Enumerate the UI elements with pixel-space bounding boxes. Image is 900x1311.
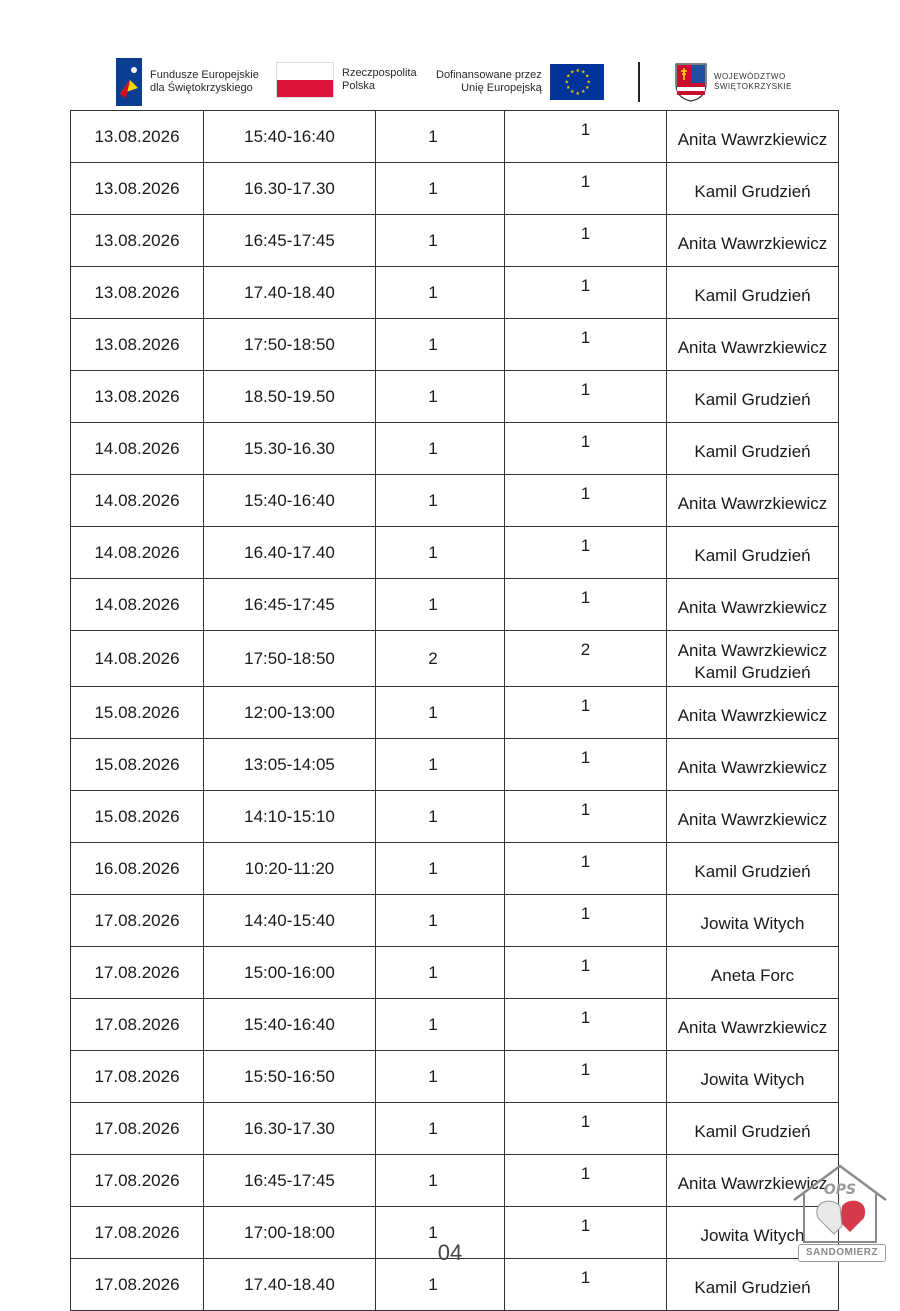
- count-a-cell: 1: [376, 791, 505, 843]
- count-b-cell: 1: [505, 111, 667, 163]
- date-cell: 14.08.2026: [71, 527, 204, 579]
- table-row: [71, 163, 839, 215]
- time-cell: 17:50-18:50: [204, 631, 376, 687]
- table-row: [71, 111, 839, 163]
- sw-line2: ŚWIĘTOKRZYSKIE: [714, 82, 792, 91]
- time-cell: 15:00-16:00: [204, 947, 376, 999]
- table-row: [71, 791, 839, 843]
- staff-cell: [667, 215, 839, 267]
- table-row: [71, 739, 839, 791]
- staff-name: Anita Wawrzkiewicz: [677, 640, 828, 660]
- count-b-cell: 1: [505, 1051, 667, 1103]
- fundusze-europejskie-logo: [116, 58, 259, 106]
- staff-cell: [667, 1259, 839, 1311]
- staff-cell: [667, 1051, 839, 1103]
- staff-cell: [667, 267, 839, 319]
- table-row: [71, 1259, 839, 1311]
- staff-name: Anita Wawrzkiewicz: [677, 809, 828, 829]
- count-a-cell: 1: [376, 947, 505, 999]
- staff-cell: [667, 371, 839, 423]
- eu-flag-icon: [550, 64, 604, 100]
- time-cell: 16.40-17.40: [204, 527, 376, 579]
- page-number: 04: [437, 1240, 463, 1265]
- time-cell: 17.40-18.40: [204, 1259, 376, 1311]
- date-cell: 13.08.2026: [71, 111, 204, 163]
- count-a-cell: 1: [376, 1155, 505, 1207]
- staff-name: Kamil Grudzień: [694, 545, 811, 565]
- time-cell: 16.30-17.30: [204, 1103, 376, 1155]
- staff-cell: [667, 687, 839, 739]
- staff-cell: [667, 423, 839, 475]
- count-a-cell: 1: [376, 895, 505, 947]
- schedule-table: [70, 110, 839, 1311]
- count-b-cell: 1: [505, 423, 667, 475]
- staff-cell: [667, 843, 839, 895]
- table-row: [71, 215, 839, 267]
- date-cell: 15.08.2026: [71, 739, 204, 791]
- count-b-cell: 1: [505, 1155, 667, 1207]
- time-cell: 16:45-17:45: [204, 1155, 376, 1207]
- staff-name: Anita Wawrzkiewicz: [677, 705, 828, 725]
- staff-name: Kamil Grudzień: [694, 181, 811, 201]
- staff-name: Aneta Forc: [710, 965, 795, 985]
- time-cell: 17.40-18.40: [204, 267, 376, 319]
- table-row: [71, 1155, 839, 1207]
- schedule-table-body: [71, 111, 839, 1311]
- table-row: [71, 423, 839, 475]
- count-b-cell: 1: [505, 739, 667, 791]
- count-b-cell: 1: [505, 163, 667, 215]
- table-row: [71, 687, 839, 739]
- count-a-cell: 1: [376, 111, 505, 163]
- date-cell: 17.08.2026: [71, 1259, 204, 1311]
- staff-name: Kamil Grudzień: [694, 662, 811, 682]
- count-a-cell: 1: [376, 267, 505, 319]
- date-cell: 15.08.2026: [71, 687, 204, 739]
- count-a-cell: 1: [376, 1103, 505, 1155]
- staff-cell: [667, 579, 839, 631]
- svg-text:★: ★: [565, 73, 571, 80]
- staff-cell: [667, 111, 839, 163]
- time-cell: 17:50-18:50: [204, 319, 376, 371]
- staff-cell: [667, 319, 839, 371]
- sw-line1: WOJEWÓDZTWO: [714, 72, 786, 81]
- time-cell: 16:45-17:45: [204, 215, 376, 267]
- count-b-cell: 1: [505, 475, 667, 527]
- staff-name: Kamil Grudzień: [694, 1121, 811, 1141]
- count-b-cell: 1: [505, 791, 667, 843]
- staff-name: Anita Wawrzkiewicz: [677, 129, 828, 149]
- time-cell: 10:20-11:20: [204, 843, 376, 895]
- svg-text:★: ★: [569, 89, 575, 95]
- staff-name: Anita Wawrzkiewicz: [677, 1017, 828, 1037]
- eu-line1: Dofinansowane przez: [436, 69, 542, 81]
- count-a-cell: 1: [376, 423, 505, 475]
- fe-emblem-icon: [116, 58, 142, 106]
- pl-line1: Rzeczpospolita: [342, 67, 417, 79]
- count-b-cell: 1: [505, 579, 667, 631]
- staff-name: Jowita Witych: [700, 913, 805, 933]
- table-row: [71, 267, 839, 319]
- svg-text:★: ★: [569, 69, 575, 76]
- time-cell: 15:40-16:40: [204, 999, 376, 1051]
- table-row: [71, 319, 839, 371]
- svg-text:★: ★: [580, 89, 586, 95]
- date-cell: 16.08.2026: [71, 843, 204, 895]
- table-row: [71, 371, 839, 423]
- count-b-cell: 1: [505, 1259, 667, 1311]
- date-cell: 17.08.2026: [71, 1155, 204, 1207]
- date-cell: 17.08.2026: [71, 895, 204, 947]
- staff-name: Kamil Grudzień: [694, 285, 811, 305]
- coat-of-arms-icon: [674, 62, 708, 102]
- time-cell: 14:10-15:10: [204, 791, 376, 843]
- staff-name: Jowita Witych: [700, 1069, 805, 1089]
- count-a-cell: 1: [376, 1051, 505, 1103]
- date-cell: 15.08.2026: [71, 791, 204, 843]
- count-b-cell: 1: [505, 999, 667, 1051]
- staff-cell: [667, 1103, 839, 1155]
- count-b-cell: 1: [505, 947, 667, 999]
- staff-name: Anita Wawrzkiewicz: [677, 757, 828, 777]
- staff-name: Anita Wawrzkiewicz: [677, 597, 828, 617]
- staff-name: Kamil Grudzień: [694, 1277, 811, 1297]
- wojewodztwo-logo: [674, 62, 792, 102]
- staff-name: Anita Wawrzkiewicz: [677, 1173, 828, 1193]
- staff-name: Kamil Grudzień: [694, 861, 811, 881]
- svg-text:★: ★: [586, 79, 591, 86]
- count-b-cell: 2: [505, 631, 667, 687]
- staff-name: Kamil Grudzień: [694, 441, 811, 461]
- count-b-cell: 1: [505, 1103, 667, 1155]
- staff-cell: [667, 739, 839, 791]
- date-cell: 14.08.2026: [71, 579, 204, 631]
- table-row: [71, 1103, 839, 1155]
- count-b-cell: 1: [505, 1207, 667, 1259]
- count-b-cell: 1: [505, 371, 667, 423]
- staff-name: Anita Wawrzkiewicz: [677, 233, 828, 253]
- svg-text:★: ★: [584, 85, 590, 91]
- time-cell: 15:40-16:40: [204, 111, 376, 163]
- staff-cell: [667, 163, 839, 215]
- svg-text:★: ★: [575, 91, 580, 97]
- time-cell: 15:50-16:50: [204, 1051, 376, 1103]
- time-cell: 13:05-14:05: [204, 739, 376, 791]
- staff-name: Kamil Grudzień: [694, 389, 811, 409]
- date-cell: 17.08.2026: [71, 947, 204, 999]
- count-a-cell: 1: [376, 999, 505, 1051]
- date-cell: 13.08.2026: [71, 371, 204, 423]
- date-cell: 17.08.2026: [71, 999, 204, 1051]
- count-b-cell: 1: [505, 319, 667, 371]
- time-cell: 18.50-19.50: [204, 371, 376, 423]
- time-cell: 14:40-15:40: [204, 895, 376, 947]
- table-row: [71, 527, 839, 579]
- svg-text:★: ★: [565, 85, 571, 91]
- date-cell: 13.08.2026: [71, 163, 204, 215]
- date-cell: 13.08.2026: [71, 215, 204, 267]
- date-cell: 13.08.2026: [71, 319, 204, 371]
- ops-city-label: SANDOMIERZ: [798, 1244, 886, 1262]
- staff-cell: [667, 947, 839, 999]
- pl-line2: Polska: [342, 80, 376, 92]
- count-a-cell: 1: [376, 1207, 505, 1259]
- staff-name: Anita Wawrzkiewicz: [677, 337, 828, 357]
- poland-flag-icon: [276, 62, 334, 98]
- count-b-cell: 1: [505, 267, 667, 319]
- time-cell: 17:00-18:00: [204, 1207, 376, 1259]
- date-cell: 13.08.2026: [71, 267, 204, 319]
- eu-line2: Unię Europejską: [461, 82, 542, 94]
- date-cell: 17.08.2026: [71, 1051, 204, 1103]
- fe-line2: dla Świętokrzyskiego: [150, 82, 253, 94]
- table-row: [71, 895, 839, 947]
- count-a-cell: 1: [376, 215, 505, 267]
- count-a-cell: 1: [376, 475, 505, 527]
- count-b-cell: 1: [505, 215, 667, 267]
- count-a-cell: 1: [376, 843, 505, 895]
- table-row: [71, 579, 839, 631]
- count-a-cell: 1: [376, 739, 505, 791]
- rzeczpospolita-logo: [276, 62, 417, 98]
- time-cell: 15.30-16.30: [204, 423, 376, 475]
- staff-cell: [667, 527, 839, 579]
- header-divider: [638, 62, 640, 102]
- staff-cell: [667, 999, 839, 1051]
- svg-text:★: ★: [575, 68, 580, 74]
- staff-cell: [667, 631, 839, 687]
- date-cell: 14.08.2026: [71, 423, 204, 475]
- count-b-cell: 1: [505, 843, 667, 895]
- table-row: [71, 947, 839, 999]
- fe-line1: Fundusze Europejskie: [150, 69, 259, 81]
- date-cell: 14.08.2026: [71, 475, 204, 527]
- date-cell: 14.08.2026: [71, 631, 204, 687]
- eu-logo: [436, 64, 604, 100]
- count-b-cell: 1: [505, 527, 667, 579]
- staff-cell: [667, 895, 839, 947]
- time-cell: 15:40-16:40: [204, 475, 376, 527]
- time-cell: 16.30-17.30: [204, 163, 376, 215]
- count-a-cell: 1: [376, 319, 505, 371]
- table-row: [71, 631, 839, 687]
- count-b-cell: 1: [505, 687, 667, 739]
- table-row: [71, 475, 839, 527]
- svg-text:★: ★: [580, 69, 586, 76]
- staff-cell: [667, 791, 839, 843]
- header-logos: [0, 56, 900, 112]
- svg-text:★: ★: [564, 79, 569, 86]
- date-cell: 17.08.2026: [71, 1103, 204, 1155]
- count-a-cell: 1: [376, 163, 505, 215]
- time-cell: 12:00-13:00: [204, 687, 376, 739]
- table-row: [71, 999, 839, 1051]
- ops-text: OPS: [823, 1182, 857, 1198]
- date-cell: 17.08.2026: [71, 1207, 204, 1259]
- count-a-cell: 1: [376, 527, 505, 579]
- count-a-cell: 2: [376, 631, 505, 687]
- staff-name: Anita Wawrzkiewicz: [677, 493, 828, 513]
- table-row: [71, 843, 839, 895]
- table-row: [71, 1051, 839, 1103]
- staff-cell: [667, 475, 839, 527]
- time-cell: 16:45-17:45: [204, 579, 376, 631]
- count-a-cell: 1: [376, 579, 505, 631]
- count-b-cell: 1: [505, 895, 667, 947]
- count-a-cell: 1: [376, 371, 505, 423]
- staff-name: Jowita Witych: [700, 1225, 805, 1245]
- svg-text:★: ★: [584, 73, 590, 80]
- count-a-cell: 1: [376, 687, 505, 739]
- count-a-cell: 1: [376, 1259, 505, 1311]
